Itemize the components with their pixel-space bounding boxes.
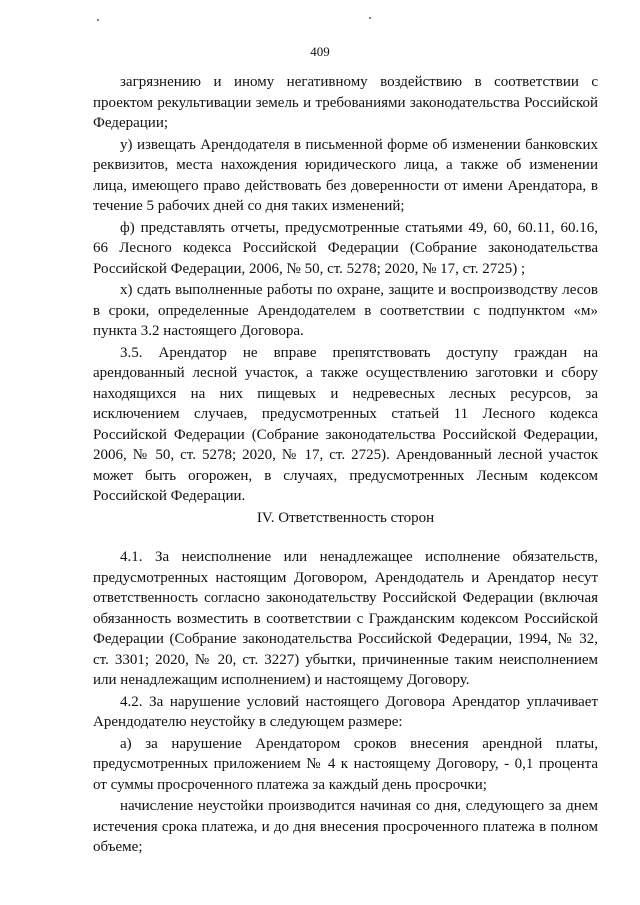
paragraph: х) сдать выполненные работы по охране, защите и воспроизводству лесов в сроки, определенные Арендодателем в соответствии с подпунктом «м» пункта 3.2 настоящего Договора. bbox=[93, 282, 598, 339]
paragraph: 4.1. За неисполнение или ненадлежащее исполнение обязательств, предусмотренных настоящим Договором, Арендодатель и Арендатор несут ответственность согласно законодательству Российской Федерации (включая обязанность возместить в соответствии с Гражданским кодексом Российской Федерации (Собрание законодательства Российской Федерации, 1994, № 32, ст. 3301; 2020, № 20, ст. 3227) убытки, причиненные таким неисполнением или ненадлежащим исполнением) и настоящему Договору. bbox=[93, 549, 598, 688]
scan-speck bbox=[369, 17, 371, 19]
scan-speck bbox=[97, 19, 99, 21]
paragraph: ф) представлять отчеты, предусмотренные статьями 49, 60, 60.11, 60.16, 66 Лесного кодекса Российской Федерации (Собрание законодательства Российской Федерации, 2006, № 50, ст. 5278; 2020, № 17, ст. 2725) ; bbox=[93, 219, 598, 277]
paragraph: у) извещать Арендодателя в письменной форме об изменении банковских реквизитов, места нахождения юридического лица, а также об изменении лица, имеющего право действовать без доверенности от имени Арендатора, в течение 5 рабочих дней со дня таких изменений; bbox=[93, 136, 598, 214]
paragraph: загрязнению и иному негативному воздействию в соответствии с проектом рекультивации земель и требованиями законодательства Российской Федерации; bbox=[93, 74, 598, 131]
paragraph: а) за нарушение Арендатором сроков внесения арендной платы, предусмотренных приложением № 4 к настоящему Договору, - 0,1 процента от суммы просроченного платежа за каждый день просрочки; bbox=[93, 735, 598, 793]
document-body bbox=[93, 72, 598, 858]
section-heading: IV. Ответственность сторон bbox=[256, 509, 435, 526]
paragraph: 4.2. За нарушение условий настоящего Договора Арендатор уплачивает Арендодателю неустойку в следующем размере: bbox=[93, 693, 598, 730]
paragraph: начисление неустойки производится начиная со дня, следующего за днем истечения срока платежа, и до дня внесения просроченного платежа в полном объеме; bbox=[93, 798, 598, 855]
paragraph: 3.5. Арендатор не вправе препятствовать доступу граждан на арендованный лесной участок, а также осуществлению заготовки и сбору находящихся на них пищевых и недревесных лесных ресурсов, за исключением случаев, предусмотренных статьей 11 Лесного кодекса Российской Федерации (Собрание законодательства Российской Федерации, 2006, № 50, ст. 5278; 2020, № 17, ст. 2725). Арендованный лесной участок может быть огорожен, в случаях, предусмотренных Лесным кодексом Российской Федерации. bbox=[93, 344, 598, 504]
page-number: 409 bbox=[310, 44, 330, 59]
